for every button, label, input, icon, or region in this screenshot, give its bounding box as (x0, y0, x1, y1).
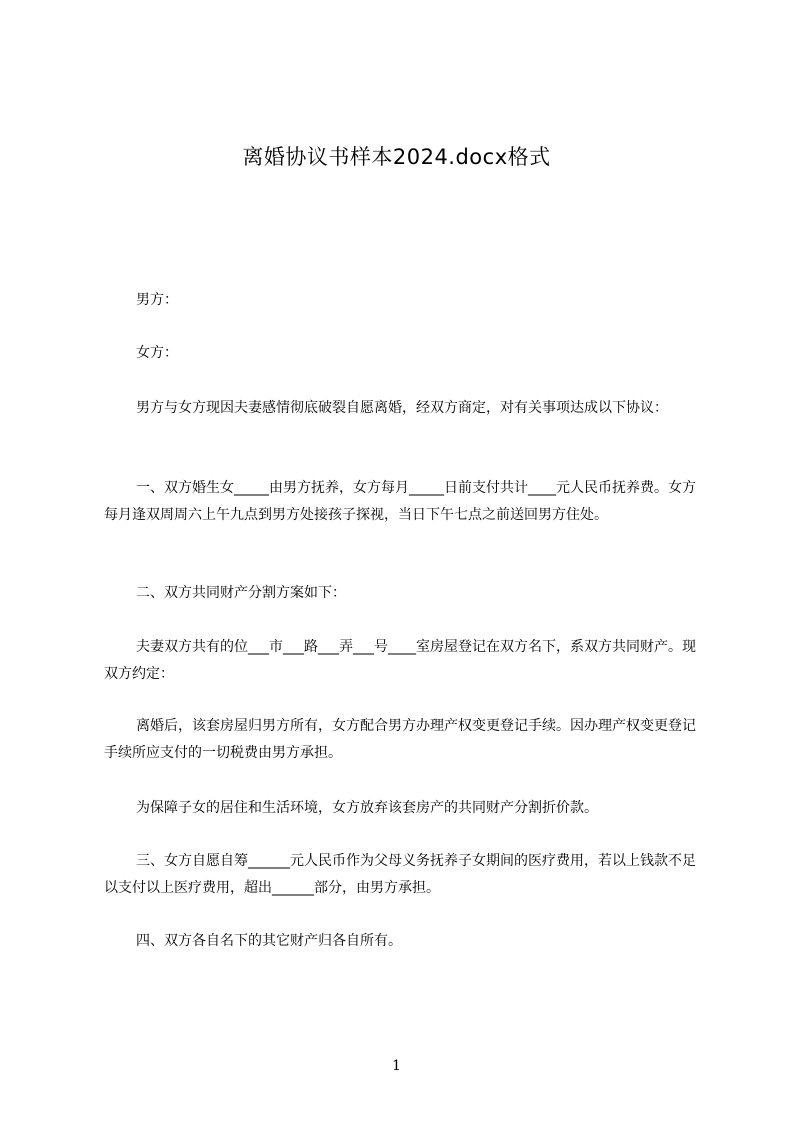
paragraph-clause-4: 四、双方各自名下的其它财产归各自所有。 (136, 933, 402, 949)
paragraph-property: 夫妻双方共有的位___市___路___弄___号____室房屋登记在双方名下，系双方共同财产。现双方约定： (104, 639, 696, 682)
paragraph-preamble: 男方与女方现因夫妻感情彻底破裂自愿离婚，经双方商定，对有关事项达成以下协议： (136, 400, 668, 416)
paragraph-clause-3: 三、女方自愿自筹______元人民币作为父母义务抚养子女期间的医疗费用，若以上钱款不足以支付以上医疗费用，超出______部分，由男方承担。 (104, 853, 696, 896)
document-title: 离婚协议书样本2024.docx格式 (242, 145, 551, 169)
paragraph-after-divorce: 离婚后，该套房屋归男方所有，女方配合男方办理产权变更登记手续。因办理产权变更登记手续所应支付的一切税费由男方承担。 (104, 718, 696, 761)
paragraph-clause-1: 一、双方婚生女_____由男方抚养，女方每月_____日前支付共计____元人民币抚养费。女方每月逢双周周六上午九点到男方处接孩子探视，当日下午七点之前送回男方住处。 (104, 480, 696, 523)
paragraph-wife: 女方： (136, 345, 178, 361)
paragraph-child-housing: 为保障子女的居住和生活环境，女方放弃该套房产的共同财产分割折价款。 (136, 800, 598, 816)
paragraph-clause-2-heading: 二、双方共同财产分割方案如下： (136, 585, 346, 601)
paragraph-husband: 男方： (136, 292, 178, 308)
page-number: 1 (392, 1058, 401, 1074)
